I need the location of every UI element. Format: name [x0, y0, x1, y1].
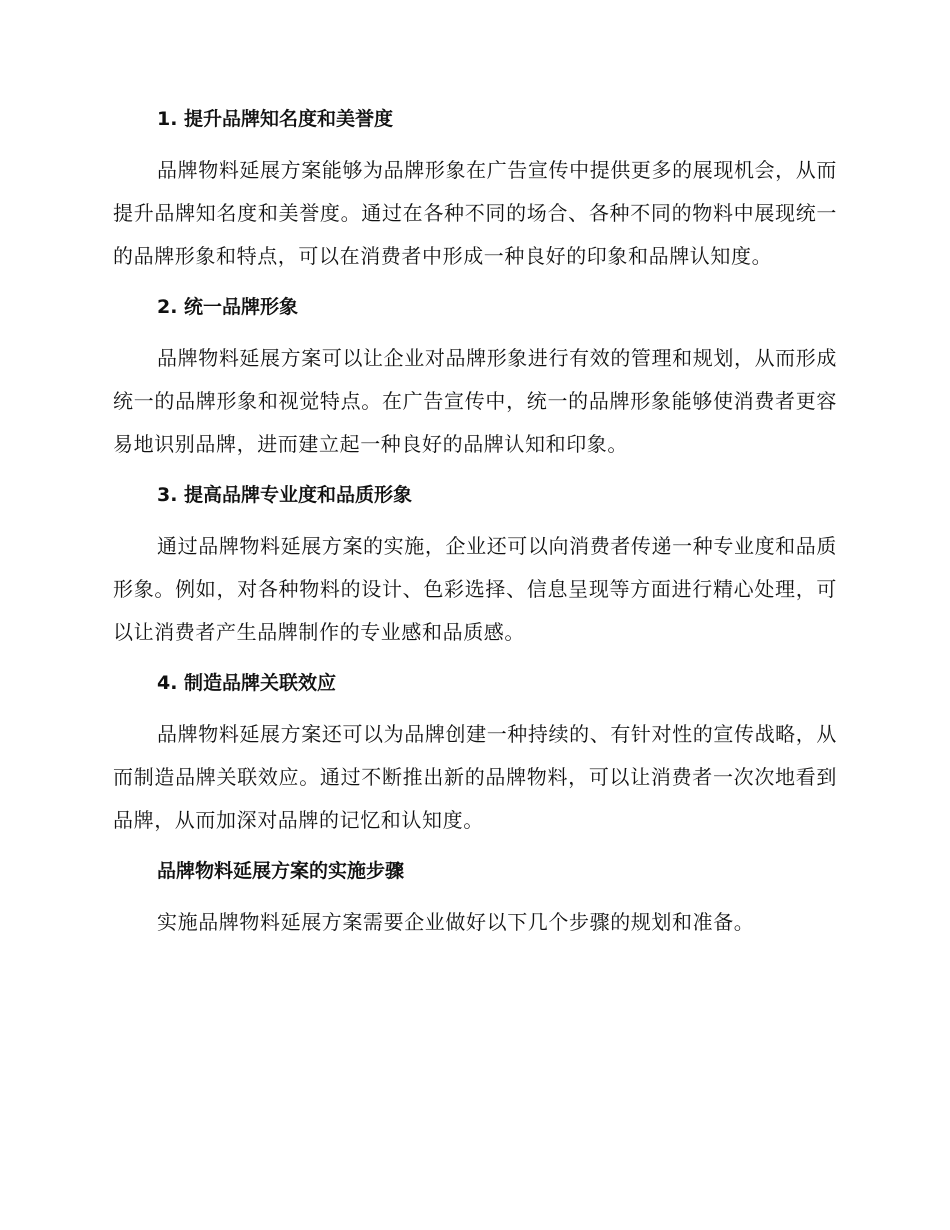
section-heading-1: 1. 提升品牌知名度和美誉度 [157, 108, 394, 130]
section-paragraph-2: 品牌物料延展方案可以让企业对品牌形象进行有效的管理和规划，从而形成统一的品牌形象和视觉特点。在广告宣传中，统一的品牌形象能够使消费者更容易地识别品牌，进而建立起一种良好的品牌认知和印象。 [113, 346, 837, 456]
section-paragraph-5: 实施品牌物料延展方案需要企业做好以下几个步骤的规划和准备。 [157, 910, 755, 934]
section-heading-3: 3. 提高品牌专业度和品质形象 [157, 484, 413, 506]
section-paragraph-1: 品牌物料延展方案能够为品牌形象在广告宣传中提供更多的展现机会，从而提升品牌知名度和美誉度。通过在各种不同的场合、各种不同的物料中展现统一的品牌形象和特点，可以在消费者中形成一种良好的印象和品牌认知度。 [113, 158, 837, 268]
section-paragraph-3: 通过品牌物料延展方案的实施，企业还可以向消费者传递一种专业度和品质形象。例如，对各种物料的设计、色彩选择、信息呈现等方面进行精心处理，可以让消费者产生品牌制作的专业感和品质感。 [113, 534, 837, 644]
section-heading-4: 4. 制造品牌关联效应 [157, 672, 337, 694]
section-heading-5: 品牌物料延展方案的实施步骤 [157, 860, 405, 882]
section-paragraph-4: 品牌物料延展方案还可以为品牌创建一种持续的、有针对性的宣传战略，从而制造品牌关联效应。通过不断推出新的品牌物料，可以让消费者一次次地看到品牌，从而加深对品牌的记忆和认知度。 [113, 722, 837, 832]
document-page [113, 103, 837, 957]
section-heading-2: 2. 统一品牌形象 [157, 296, 299, 318]
